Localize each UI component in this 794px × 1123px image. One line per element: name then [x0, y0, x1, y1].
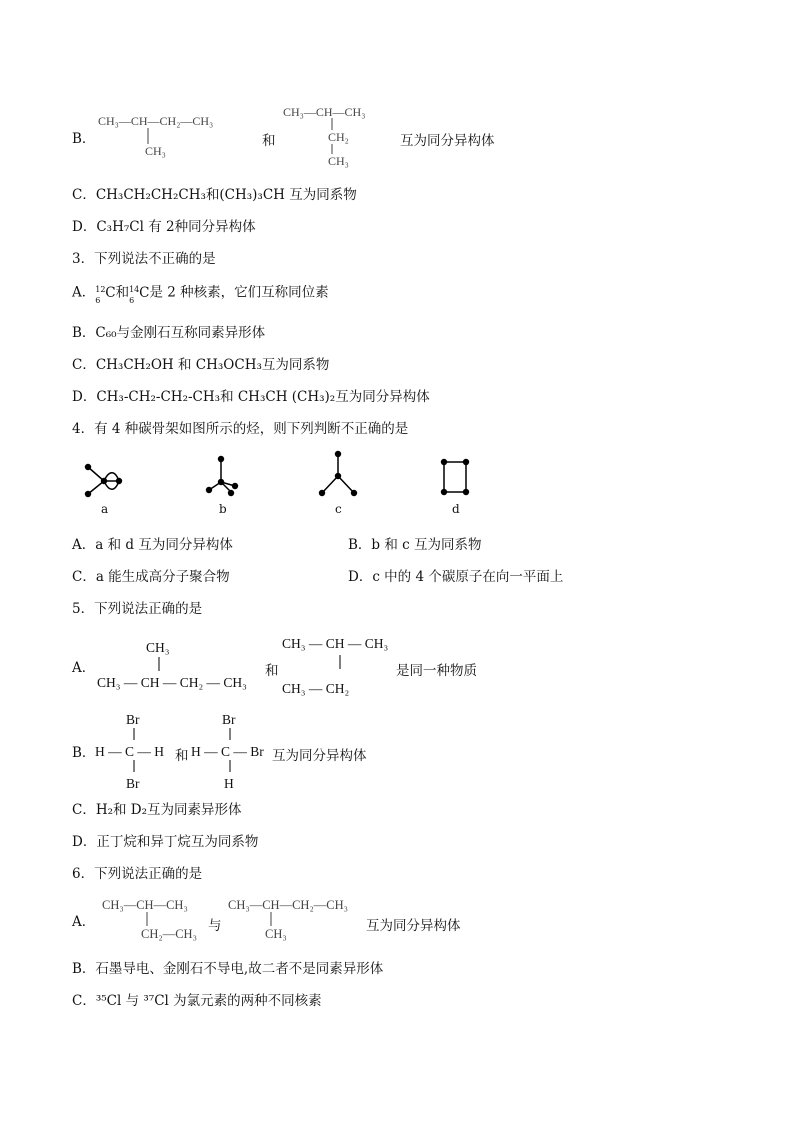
atomic-number: 6: [129, 296, 135, 305]
q5-optA-mol2-top: CH₃ — CH — CH₃: [282, 636, 389, 651]
mass-number: 12: [95, 285, 106, 294]
q2-optB-mol2-mid: CH₂: [328, 130, 349, 144]
bond-line: [133, 760, 135, 774]
q5-optB-mol2-mid: H — C — Br: [191, 744, 264, 759]
skeleton-label-d: d: [452, 502, 460, 516]
q5-optD: D．正丁烷和异丁烷互为同系物: [72, 834, 259, 850]
skeleton-a-diagram: [82, 462, 132, 502]
isotope-c14: [129, 284, 143, 305]
q4-stem: 4．有 4 种碳骨架如图所示的烃，则下列判断不正确的是: [72, 421, 409, 437]
q5-stem: 5．下列说法正确的是: [72, 601, 203, 617]
q3-optA-label: A．: [72, 284, 96, 301]
bond-line: [270, 912, 272, 928]
q5-optB-mol2-bot: H: [224, 776, 234, 791]
q2-optB-text: 互为同分异构体: [400, 133, 495, 149]
q4-optA: A．a 和 d 互为同分异构体: [72, 537, 233, 553]
q4-optD: D．c 中的 4 个碳原子在向一平面上: [348, 569, 564, 585]
q5-optA-mol1-branch: CH₃: [146, 640, 170, 655]
q4-optC: C．a 能生成高分子聚合物: [72, 569, 230, 585]
isotope-c12: [95, 284, 109, 305]
q4-optB: B．b 和 c 互为同系物: [348, 537, 482, 553]
q5-optA-mol1-main: CH₃ — CH — CH₂ — CH₃: [97, 675, 247, 690]
q6-optA-mol2-branch: CH₃: [265, 927, 287, 941]
skeleton-label-c: c: [335, 502, 342, 516]
bond-line: [133, 728, 135, 742]
skeleton-label-b: b: [219, 502, 227, 516]
q3-optA-text: 是 2 种核素，它们互称同位素: [149, 284, 329, 301]
q6-stem: 6．下列说法正确的是: [72, 866, 203, 882]
q2-optB-mol2-top: CH₃—CH—CH₃: [283, 105, 366, 119]
q6-optA-conj: 与: [208, 918, 222, 934]
q5-optB-mol1-mid: H — C — H: [95, 744, 165, 759]
bond-line: [229, 728, 231, 742]
q5-optA-mol2-bot: CH₃ — CH₂: [282, 681, 350, 696]
q5-optA-conj: 和: [265, 663, 279, 679]
q6-optA-text: 互为同分异构体: [366, 918, 461, 934]
skeleton-d-diagram: [438, 457, 472, 499]
element-symbol: C: [105, 284, 116, 301]
q3-optD: D．CH₃-CH₂-CH₂-CH₃和 CH₃CH (CH₃)₂互为同分异构体: [72, 389, 430, 405]
q5-optA-text: 是同一种物质: [396, 663, 477, 679]
q2-optC: C．CH₃CH₂CH₂CH₃和(CH₃)₃CH 互为同系物: [72, 187, 357, 203]
q2-optB-mol2-bot: CH₃: [328, 154, 349, 168]
q5-optB-mol2-top: Br: [222, 712, 236, 727]
q6-optB: B．石墨导电、金刚石不导电,故二者不是同素异形体: [72, 961, 384, 977]
q6-optA-label: A．: [72, 914, 96, 930]
q5-optB-conj: 和: [175, 748, 189, 764]
q3-stem: 3．下列说法不正确的是: [72, 251, 216, 267]
q5-optB-label: B．: [72, 745, 96, 761]
element-symbol: C: [139, 284, 150, 301]
q2-optB-conj: 和: [262, 133, 276, 149]
conj: 和: [115, 284, 130, 301]
q5-optB-mol1-bot: Br: [126, 776, 140, 791]
q3-optB: B．C₆₀与金刚石互称同素异形体: [72, 325, 266, 341]
q5-optC: C．H₂和 D₂互为同素异形体: [72, 802, 242, 818]
mass-number: 14: [129, 285, 140, 294]
q2-optB-mol1-branch: CH₃: [145, 144, 166, 158]
q6-optA-mol2-main: CH₃—CH—CH₂—CH₃: [228, 898, 349, 912]
skeleton-b-diagram: [203, 456, 243, 504]
bond-line: [158, 657, 160, 673]
q6-optC: C．³⁵Cl 与 ³⁷Cl 为氯元素的两种不同核素: [72, 993, 322, 1009]
q3-optA: [72, 284, 329, 305]
skeleton-label-a: a: [101, 502, 109, 516]
q6-optA-mol1-main: CH₃—CH—CH₃: [102, 898, 188, 912]
q2-optB-label: B．: [72, 131, 96, 147]
bond-line: [339, 655, 341, 671]
q5-optA-label: A．: [72, 660, 96, 676]
q3-optC: C．CH₃CH₂OH 和 CH₃OCH₃互为同系物: [72, 357, 330, 373]
bond-line: [229, 760, 231, 774]
atomic-number: 6: [95, 296, 101, 305]
q5-optB-mol1-top: Br: [126, 712, 140, 727]
bond-line: [146, 912, 148, 928]
skeleton-c-diagram: [317, 450, 363, 502]
q6-optA-mol1-branch: CH₂—CH₃: [141, 927, 197, 941]
q5-optB-text: 互为同分异构体: [272, 748, 367, 764]
q2-optD: D．C₃H₇Cl 有 2种同分异构体: [72, 219, 256, 235]
q2-optB-mol1-main: CH₃—CH—CH₂—CH₃: [98, 114, 214, 128]
